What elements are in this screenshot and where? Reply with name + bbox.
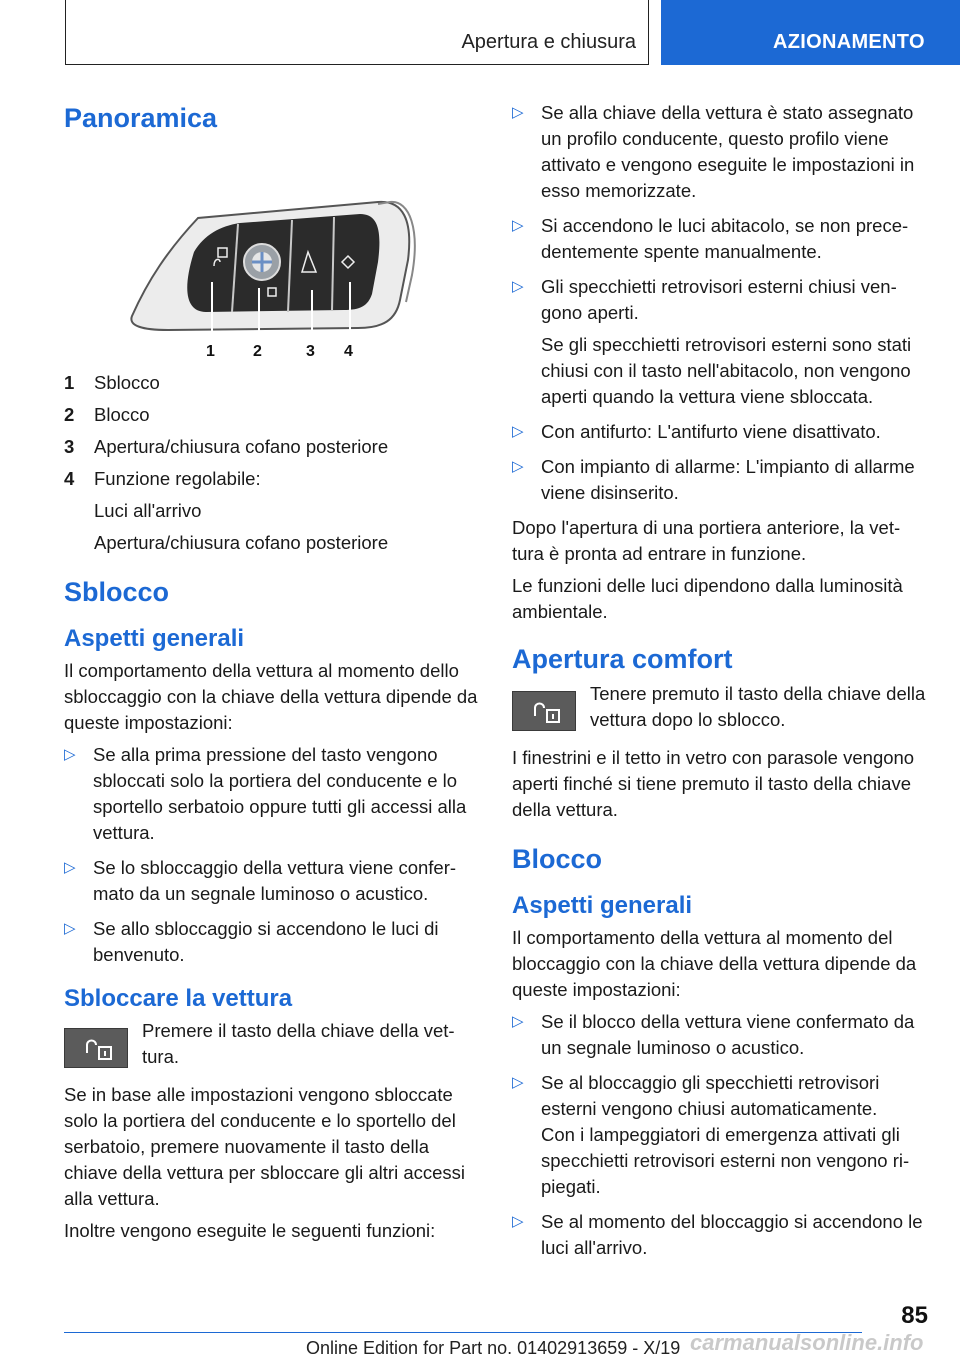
triangle-bullet-icon: ▷ bbox=[64, 920, 76, 937]
lights-paragraph: Le funzioni delle luci dipendono dalla luminosità ambientale. bbox=[512, 575, 903, 622]
lock-heading: Blocco bbox=[512, 844, 603, 874]
general-subheading: Aspetti generali bbox=[64, 625, 245, 652]
list-item: ▷ Se il blocco della vettura viene confermato da un segnale luminoso o acustico. bbox=[512, 1011, 915, 1058]
overview-heading: Panoramica bbox=[64, 103, 218, 133]
unlock-car-paragraph: Se in base alle impostazioni vengono sbloccate solo la portiera del conducente e lo sportello del serbatoio, premere nuovamente il tasto della chiave della vettura per sbloccare gli altri accessi alla vettura. bbox=[64, 1084, 466, 1209]
legend-row: 2 Blocco bbox=[64, 404, 150, 425]
list-item: ▷ Se allo sbloccaggio si accendono le luci di benvenuto. bbox=[64, 918, 439, 965]
legend-row: 4 Funzione regolabile: bbox=[64, 468, 261, 489]
section-title: Apertura e chiusura bbox=[461, 31, 636, 53]
right-column bbox=[512, 100, 932, 1270]
unlock-heading: Sblocco bbox=[64, 577, 170, 607]
general-list bbox=[64, 742, 480, 968]
callout-2: 2 bbox=[253, 343, 262, 360]
page-number: 85 bbox=[901, 1302, 928, 1329]
list-item: ▷ Gli specchietti retrovisori esterni chiusi ven‐gono aperti. Se gli specchietti retrovisori esterni sono stati chiusi con il tasto nell'abitacolo, non vengono aperti quando la vettura viene sbloccata. bbox=[512, 274, 932, 410]
edition-text: Online Edition for Part no. 01402913659 - X/19 bbox=[306, 1338, 681, 1358]
key-legend bbox=[64, 370, 480, 556]
triangle-bullet-icon: ▷ bbox=[512, 423, 524, 440]
list-item: ▷ Con antifurto: L'antifurto viene disattivato. bbox=[512, 419, 932, 445]
list-item: ▷ Se al bloccaggio gli specchietti retrovisori esterni vengono chiusi automaticamente. Con i lampeggiatori di emergenza attivati gli specchietti retrovisori esterni non vengono ri‐piegati. bbox=[512, 1070, 932, 1200]
list-item: ▷ Se alla chiave della vettura è stato assegnato un profilo conducente, questo profilo viene attivato e vengono eseguite le impostazioni in esso memorizzate. bbox=[512, 102, 915, 201]
triangle-bullet-icon: ▷ bbox=[512, 217, 524, 234]
watermark: carmanualsonline.info bbox=[690, 1330, 924, 1355]
triangle-bullet-icon: ▷ bbox=[512, 104, 524, 121]
general-intro: Il comportamento della vettura al momento dello sbloccaggio con la chiave della vettura dipende da queste impostazioni: bbox=[64, 660, 478, 733]
header-box bbox=[65, 0, 649, 65]
comfort-paragraph: I finestrini e il tetto in vetro con parasole vengono aperti finché si tiene premuto il tasto della chiave della vettura. bbox=[512, 747, 915, 820]
callout-3: 3 bbox=[306, 343, 315, 360]
list-item: ▷ Con impianto di allarme: L'impianto di allarme viene disinserito. bbox=[512, 456, 915, 503]
callout-4: 4 bbox=[344, 343, 353, 360]
mirror-note: Se gli specchietti retrovisori esterni sono stati chiusi con il tasto nell'abitacolo, non vengono aperti quando la vettura viene sbloccata. bbox=[541, 334, 912, 407]
list-item: ▷ Si accendono le luci abitacolo, se non prece‐dentemente spente manualmente. bbox=[512, 215, 909, 262]
legend-row: 3 Apertura/chiusura cofano posteriore bbox=[64, 436, 389, 457]
functions-intro: Inoltre vengono eseguite le seguenti funzioni: bbox=[64, 1220, 436, 1241]
comfort-instruction: Tenere premuto il tasto della chiave della vettura dopo lo sblocco. bbox=[512, 681, 932, 733]
car-key-figure bbox=[128, 190, 418, 360]
legend-sub-row: Apertura/chiusura cofano posteriore bbox=[94, 532, 389, 553]
lock-general-subheading: Aspetti generali bbox=[512, 892, 693, 919]
legend-sub-row: Luci all'arrivo bbox=[94, 500, 202, 521]
front-door-paragraph: Dopo l'apertura di una portiera anteriore, la vet‐tura è pronta ad entrare in funzione. bbox=[512, 517, 901, 564]
triangle-bullet-icon: ▷ bbox=[512, 1213, 524, 1230]
lock-intro: Il comportamento della vettura al momento del bloccaggio con la chiave della vettura dipende da queste impostazioni: bbox=[512, 927, 917, 1000]
chapter-label: AZIONAMENTO bbox=[773, 31, 925, 53]
list-item: ▷ Se alla prima pressione del tasto vengono sbloccati solo la portiera del conducente e lo sportello serbatoio oppure tutti gli accessi alla vettura. bbox=[64, 744, 467, 843]
triangle-bullet-icon: ▷ bbox=[512, 1013, 524, 1030]
functions-list bbox=[512, 100, 932, 506]
triangle-bullet-icon: ▷ bbox=[512, 278, 524, 295]
unlock-key-button-icon bbox=[64, 1028, 128, 1068]
hazard-note: Con i lampeggiatori di emergenza attivati gli specchietti retrovisori esterni non vengono ri‐piegati. bbox=[541, 1124, 910, 1197]
left-column bbox=[64, 100, 480, 1250]
chapter-tab bbox=[661, 0, 960, 65]
unlock-key-button-icon bbox=[512, 691, 576, 731]
triangle-bullet-icon: ▷ bbox=[512, 1074, 524, 1091]
triangle-bullet-icon: ▷ bbox=[64, 746, 76, 763]
list-item: ▷ Se al momento del bloccaggio si accendono le luci all'arrivo. bbox=[512, 1211, 923, 1258]
triangle-bullet-icon: ▷ bbox=[512, 458, 524, 475]
comfort-heading: Apertura comfort bbox=[512, 644, 733, 674]
triangle-bullet-icon: ▷ bbox=[64, 859, 76, 876]
list-item: ▷ Se lo sbloccaggio della vettura viene confer‐mato da un segnale luminoso o acustico. bbox=[64, 857, 457, 904]
unlock-car-subheading: Sbloccare la vettura bbox=[64, 985, 293, 1012]
unlock-instruction: Premere il tasto della chiave della vet‐tura. bbox=[64, 1018, 480, 1070]
legend-row: 1 Sblocco bbox=[64, 372, 160, 393]
callout-1: 1 bbox=[206, 343, 215, 360]
lock-list bbox=[512, 1009, 932, 1261]
